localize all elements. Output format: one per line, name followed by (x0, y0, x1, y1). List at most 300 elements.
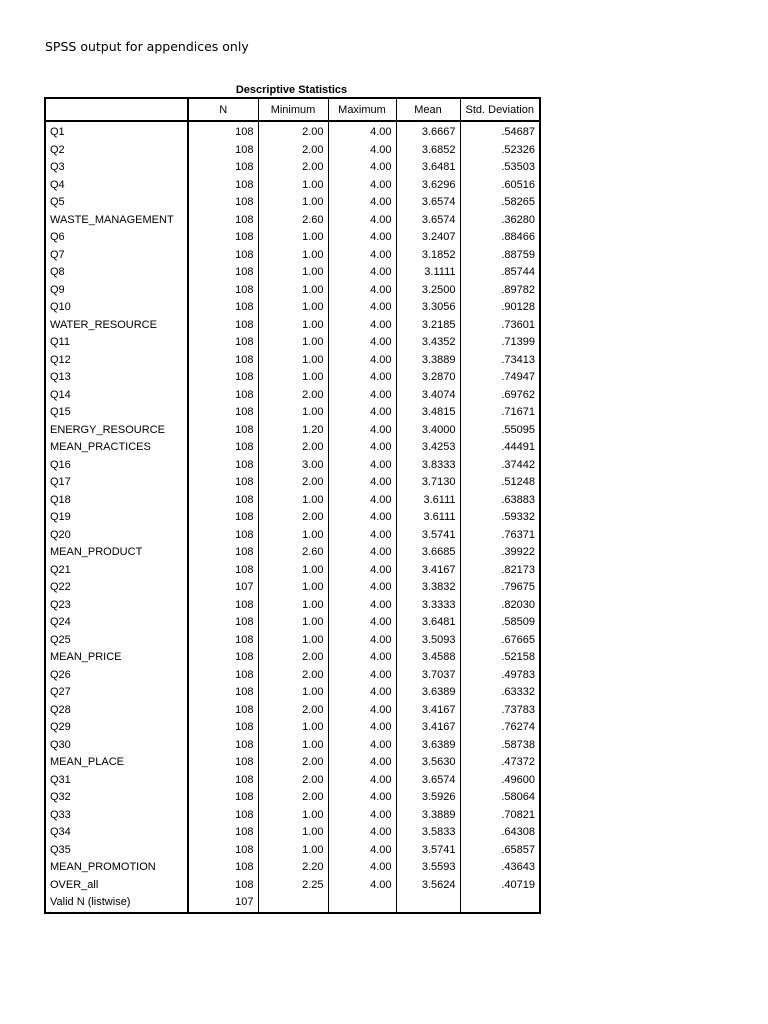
cell-maximum: 4.00 (328, 142, 396, 160)
row-label: Q12 (45, 352, 188, 370)
cell-n: 108 (235, 686, 254, 698)
cell-mean: 3.1111 (396, 264, 460, 282)
row-label: Q10 (45, 299, 188, 317)
header-row (45, 98, 540, 121)
cell-std-deviation: .82030 (460, 597, 540, 615)
cell-maximum: 4.00 (328, 299, 396, 317)
table-row (45, 159, 540, 177)
cell-n: 108 (235, 773, 254, 786)
row-label: ENERGY_RESOURCE (45, 422, 188, 440)
cell-n: 108 (235, 283, 254, 296)
cell-std-deviation: .36280 (460, 212, 540, 230)
cell-minimum: 1.00 (258, 824, 328, 842)
cell-n: 108 (235, 826, 254, 838)
cell-minimum: 1.00 (258, 229, 328, 247)
cell-n: 108 (235, 721, 254, 733)
table-body (45, 121, 540, 913)
cell-std-deviation: .89782 (460, 282, 540, 300)
row-label: Q34 (45, 824, 188, 842)
cell-std-deviation: .73601 (460, 317, 540, 335)
cell-std-deviation: .51248 (460, 474, 540, 492)
cell-maximum: 4.00 (328, 334, 396, 352)
cell-maximum: 4.00 (328, 509, 396, 527)
cell-minimum: 2.00 (258, 387, 328, 405)
row-label: Q35 (45, 842, 188, 860)
cell-std-deviation: .58509 (460, 614, 540, 632)
row-label: Q32 (45, 789, 188, 807)
cell-maximum: 4.00 (328, 824, 396, 842)
table-row (45, 509, 540, 527)
row-label: Q5 (45, 194, 188, 212)
row-label: Q16 (45, 457, 188, 475)
cell-n: 108 (235, 878, 254, 891)
cell-mean: 3.2407 (396, 229, 460, 247)
cell-minimum: 1.00 (258, 282, 328, 300)
cell-mean: 3.3832 (396, 579, 460, 597)
row-label: Q17 (45, 474, 188, 492)
cell-n: 108 (235, 371, 254, 383)
cell-n: 108 (235, 756, 254, 768)
row-label: Q28 (45, 702, 188, 720)
cell-n: 108 (235, 126, 254, 138)
row-label: WASTE_MANAGEMENT (45, 212, 188, 230)
cell-std-deviation: .52326 (460, 142, 540, 160)
cell-minimum: 1.00 (258, 579, 328, 597)
header-label (45, 98, 188, 121)
table-row (45, 352, 540, 370)
cell-n: 108 (235, 248, 254, 261)
cell-minimum: 1.00 (258, 334, 328, 352)
cell-maximum: 4.00 (328, 422, 396, 440)
cell-std-deviation: .88466 (460, 229, 540, 247)
row-label: Q20 (45, 527, 188, 545)
cell-minimum: 1.00 (258, 719, 328, 737)
cell-maximum: 4.00 (328, 579, 396, 597)
cell-n: 108 (235, 598, 254, 611)
table-row (45, 842, 540, 860)
cell-maximum: 4.00 (328, 474, 396, 492)
cell-mean: 3.8333 (396, 457, 460, 475)
cell-n: 108 (235, 458, 254, 471)
descriptive-statistics-table (44, 97, 541, 914)
table-row (45, 562, 540, 580)
cell-std-deviation (460, 894, 540, 913)
cell-std-deviation: .74947 (460, 369, 540, 387)
cell-minimum: 1.20 (258, 422, 328, 440)
cell-n: 108 (235, 651, 254, 663)
cell-n: 108 (235, 546, 254, 558)
cell-std-deviation: .73413 (460, 352, 540, 370)
cell-maximum: 4.00 (328, 264, 396, 282)
cell-std-deviation: .67665 (460, 632, 540, 650)
row-label: Valid N (listwise) (45, 894, 188, 913)
cell-minimum: 2.00 (258, 121, 328, 142)
cell-n: 108 (235, 493, 254, 506)
header-mean: Mean (396, 98, 460, 121)
cell-minimum: 1.00 (258, 632, 328, 650)
cell-maximum: 4.00 (328, 457, 396, 475)
row-label: OVER_all (45, 877, 188, 895)
row-label: Q9 (45, 282, 188, 300)
table-row (45, 754, 540, 772)
cell-maximum: 4.00 (328, 719, 396, 737)
cell-std-deviation: .82173 (460, 562, 540, 580)
cell-std-deviation: .79675 (460, 579, 540, 597)
cell-n: 108 (235, 441, 254, 453)
cell-mean: 3.5624 (396, 877, 460, 895)
table-row (45, 789, 540, 807)
cell-minimum: 3.00 (258, 457, 328, 475)
cell-minimum: 1.00 (258, 247, 328, 265)
cell-n: 108 (235, 318, 254, 331)
row-label: Q13 (45, 369, 188, 387)
cell-minimum (258, 894, 328, 913)
row-label: MEAN_PRODUCT (45, 544, 188, 562)
table-row (45, 684, 540, 702)
cell-n: 108 (235, 213, 254, 226)
cell-n: 108 (235, 161, 254, 173)
cell-std-deviation: .63332 (460, 684, 540, 702)
cell-minimum: 1.00 (258, 352, 328, 370)
cell-mean: 3.5741 (396, 527, 460, 545)
cell-std-deviation: .58738 (460, 737, 540, 755)
cell-maximum: 4.00 (328, 614, 396, 632)
cell-n: 108 (235, 196, 254, 208)
cell-maximum: 4.00 (328, 404, 396, 422)
table-row (45, 121, 540, 142)
cell-mean: 3.4815 (396, 404, 460, 422)
cell-n: 108 (235, 633, 254, 646)
table-row (45, 737, 540, 755)
cell-std-deviation: .49600 (460, 772, 540, 790)
row-label: Q15 (45, 404, 188, 422)
cell-mean: 3.2185 (396, 317, 460, 335)
row-label: Q18 (45, 492, 188, 510)
cell-minimum: 2.00 (258, 667, 328, 685)
cell-std-deviation: .88759 (460, 247, 540, 265)
row-label: Q11 (45, 334, 188, 352)
row-label: WATER_RESOURCE (45, 317, 188, 335)
row-label: Q8 (45, 264, 188, 282)
cell-std-deviation: .85744 (460, 264, 540, 282)
cell-mean: 3.5741 (396, 842, 460, 860)
cell-minimum: 1.00 (258, 614, 328, 632)
cell-n: 108 (235, 353, 254, 366)
cell-minimum: 1.00 (258, 562, 328, 580)
row-label: Q4 (45, 177, 188, 195)
row-label: Q2 (45, 142, 188, 160)
row-label: Q33 (45, 807, 188, 825)
cell-mean: 3.5833 (396, 824, 460, 842)
row-label: Q7 (45, 247, 188, 265)
cell-minimum: 1.00 (258, 597, 328, 615)
row-label: Q14 (45, 387, 188, 405)
cell-mean: 3.6111 (396, 509, 460, 527)
cell-n: 108 (235, 388, 254, 401)
table-row (45, 299, 540, 317)
page-note: SPSS output for appendices only (45, 39, 249, 54)
cell-maximum: 4.00 (328, 632, 396, 650)
cell-std-deviation: .70821 (460, 807, 540, 825)
cell-n: 108 (235, 511, 254, 523)
cell-std-deviation: .40719 (460, 877, 540, 895)
cell-maximum: 4.00 (328, 597, 396, 615)
cell-mean: 3.6685 (396, 544, 460, 562)
cell-minimum: 2.60 (258, 544, 328, 562)
cell-n: 108 (235, 738, 254, 751)
table-row (45, 317, 540, 335)
table-row (45, 649, 540, 667)
cell-maximum: 4.00 (328, 439, 396, 457)
cell-std-deviation: .64308 (460, 824, 540, 842)
table-row (45, 527, 540, 545)
table-row (45, 824, 540, 842)
table-row (45, 632, 540, 650)
cell-minimum: 2.00 (258, 702, 328, 720)
cell-n: 108 (235, 616, 254, 628)
table-row (45, 387, 540, 405)
cell-std-deviation: .54687 (460, 121, 540, 142)
header-std-deviation: Std. Deviation (460, 98, 540, 121)
cell-maximum: 4.00 (328, 807, 396, 825)
row-label: Q23 (45, 597, 188, 615)
cell-n: 108 (235, 563, 254, 576)
cell-mean: 3.4588 (396, 649, 460, 667)
cell-minimum: 1.00 (258, 842, 328, 860)
cell-mean: 3.4167 (396, 562, 460, 580)
cell-mean: 3.6481 (396, 159, 460, 177)
cell-mean: 3.4352 (396, 334, 460, 352)
cell-mean: 3.7130 (396, 474, 460, 492)
cell-maximum: 4.00 (328, 229, 396, 247)
cell-minimum: 2.20 (258, 859, 328, 877)
cell-maximum: 4.00 (328, 737, 396, 755)
cell-std-deviation: .63883 (460, 492, 540, 510)
table-row (45, 667, 540, 685)
row-label: Q27 (45, 684, 188, 702)
cell-maximum: 4.00 (328, 544, 396, 562)
cell-std-deviation: .71671 (460, 404, 540, 422)
cell-maximum: 4.00 (328, 667, 396, 685)
cell-maximum: 4.00 (328, 369, 396, 387)
cell-mean: 3.6574 (396, 772, 460, 790)
cell-mean: 3.6481 (396, 614, 460, 632)
row-label: Q26 (45, 667, 188, 685)
cell-mean: 3.2870 (396, 369, 460, 387)
table-row (45, 457, 540, 475)
cell-mean: 3.1852 (396, 247, 460, 265)
cell-mean: 3.5593 (396, 859, 460, 877)
cell-mean: 3.5630 (396, 754, 460, 772)
cell-n: 108 (235, 668, 254, 681)
cell-n: 108 (235, 861, 254, 873)
cell-n: 108 (235, 808, 254, 821)
row-label: Q24 (45, 614, 188, 632)
cell-mean: 3.3333 (396, 597, 460, 615)
cell-maximum: 4.00 (328, 684, 396, 702)
cell-mean: 3.5093 (396, 632, 460, 650)
cell-std-deviation: .60516 (460, 177, 540, 195)
cell-std-deviation: .55095 (460, 422, 540, 440)
cell-minimum: 2.25 (258, 877, 328, 895)
cell-mean: 3.2500 (396, 282, 460, 300)
cell-minimum: 1.00 (258, 264, 328, 282)
table-row (45, 544, 540, 562)
row-label: MEAN_PRICE (45, 649, 188, 667)
cell-std-deviation: .76274 (460, 719, 540, 737)
cell-maximum: 4.00 (328, 159, 396, 177)
cell-mean: 3.6667 (396, 121, 460, 142)
cell-mean: 3.4167 (396, 719, 460, 737)
cell-minimum: 1.00 (258, 404, 328, 422)
cell-n: 108 (235, 476, 254, 488)
table-title-text: Descriptive Statistics (235, 84, 348, 96)
cell-mean (396, 894, 460, 913)
cell-mean: 3.6389 (396, 737, 460, 755)
cell-maximum: 4.00 (328, 527, 396, 545)
cell-mean: 3.4167 (396, 702, 460, 720)
cell-n: 108 (235, 528, 254, 541)
cell-maximum: 4.00 (328, 877, 396, 895)
cell-std-deviation: .59332 (460, 509, 540, 527)
cell-std-deviation: .65857 (460, 842, 540, 860)
cell-n: 108 (235, 406, 254, 418)
cell-std-deviation: .58064 (460, 789, 540, 807)
cell-std-deviation: .52158 (460, 649, 540, 667)
table-row (45, 807, 540, 825)
table-row (45, 194, 540, 212)
cell-n: 108 (235, 301, 254, 313)
cell-maximum: 4.00 (328, 842, 396, 860)
cell-minimum: 1.00 (258, 194, 328, 212)
cell-minimum: 2.00 (258, 159, 328, 177)
cell-mean: 3.6389 (396, 684, 460, 702)
cell-std-deviation: .39922 (460, 544, 540, 562)
cell-maximum: 4.00 (328, 121, 396, 142)
table-row (45, 597, 540, 615)
cell-n: 108 (235, 703, 254, 716)
cell-minimum: 1.00 (258, 684, 328, 702)
descriptive-statistics-table-wrap (44, 84, 539, 914)
table-row (45, 614, 540, 632)
cell-minimum: 1.00 (258, 492, 328, 510)
cell-maximum: 4.00 (328, 649, 396, 667)
cell-maximum: 4.00 (328, 492, 396, 510)
cell-minimum: 1.00 (258, 527, 328, 545)
cell-minimum: 1.00 (258, 317, 328, 335)
header-n: N (188, 98, 258, 121)
cell-mean: 3.5926 (396, 789, 460, 807)
cell-minimum: 2.00 (258, 509, 328, 527)
cell-mean: 3.3889 (396, 807, 460, 825)
row-label: Q21 (45, 562, 188, 580)
table-row (45, 579, 540, 597)
row-label: Q25 (45, 632, 188, 650)
cell-n: 108 (235, 231, 254, 243)
table-row (45, 439, 540, 457)
cell-std-deviation: .37442 (460, 457, 540, 475)
table-row (45, 422, 540, 440)
cell-mean: 3.7037 (396, 667, 460, 685)
cell-std-deviation: .44491 (460, 439, 540, 457)
header-minimum: Minimum (258, 98, 328, 121)
table-row (45, 492, 540, 510)
cell-n: 107 (235, 581, 254, 593)
row-label: Q6 (45, 229, 188, 247)
cell-maximum: 4.00 (328, 282, 396, 300)
cell-minimum: 1.00 (258, 737, 328, 755)
cell-maximum: 4.00 (328, 562, 396, 580)
cell-maximum: 4.00 (328, 387, 396, 405)
cell-minimum: 2.60 (258, 212, 328, 230)
table-row (45, 474, 540, 492)
row-label: Q29 (45, 719, 188, 737)
table-row (45, 264, 540, 282)
cell-maximum: 4.00 (328, 194, 396, 212)
cell-mean: 3.6852 (396, 142, 460, 160)
row-label: MEAN_PLACE (45, 754, 188, 772)
table-row (45, 247, 540, 265)
cell-maximum: 4.00 (328, 317, 396, 335)
table-row (45, 142, 540, 160)
table-row (45, 334, 540, 352)
cell-minimum: 2.00 (258, 789, 328, 807)
cell-mean: 3.6574 (396, 212, 460, 230)
row-label: Q22 (45, 579, 188, 597)
table-row (45, 369, 540, 387)
row-label: Q30 (45, 737, 188, 755)
table-row (45, 719, 540, 737)
cell-n: 108 (235, 266, 254, 278)
cell-maximum: 4.00 (328, 772, 396, 790)
cell-n: 108 (235, 143, 254, 156)
cell-std-deviation: .58265 (460, 194, 540, 212)
cell-std-deviation: .90128 (460, 299, 540, 317)
cell-std-deviation: .76371 (460, 527, 540, 545)
cell-minimum: 2.00 (258, 754, 328, 772)
cell-maximum (328, 894, 396, 913)
row-label: MEAN_PRACTICES (45, 439, 188, 457)
cell-n: 108 (235, 423, 254, 436)
table-row (45, 229, 540, 247)
table-row (45, 772, 540, 790)
row-label: MEAN_PROMOTION (45, 859, 188, 877)
cell-minimum: 1.00 (258, 807, 328, 825)
table-row (45, 177, 540, 195)
cell-std-deviation: .73783 (460, 702, 540, 720)
cell-maximum: 4.00 (328, 212, 396, 230)
cell-minimum: 1.00 (258, 177, 328, 195)
cell-mean: 3.4000 (396, 422, 460, 440)
cell-mean: 3.3056 (396, 299, 460, 317)
cell-mean: 3.3889 (396, 352, 460, 370)
header-maximum: Maximum (328, 98, 396, 121)
cell-std-deviation: .43643 (460, 859, 540, 877)
cell-std-deviation: .71399 (460, 334, 540, 352)
cell-maximum: 4.00 (328, 754, 396, 772)
cell-n: 108 (235, 336, 254, 348)
table-title (44, 84, 539, 97)
cell-mean: 3.6574 (396, 194, 460, 212)
table-row (45, 859, 540, 877)
cell-std-deviation: .53503 (460, 159, 540, 177)
cell-minimum: 1.00 (258, 369, 328, 387)
cell-maximum: 4.00 (328, 177, 396, 195)
table-row (45, 877, 540, 895)
cell-minimum: 2.00 (258, 474, 328, 492)
row-label: Q1 (45, 121, 188, 142)
cell-maximum: 4.00 (328, 352, 396, 370)
